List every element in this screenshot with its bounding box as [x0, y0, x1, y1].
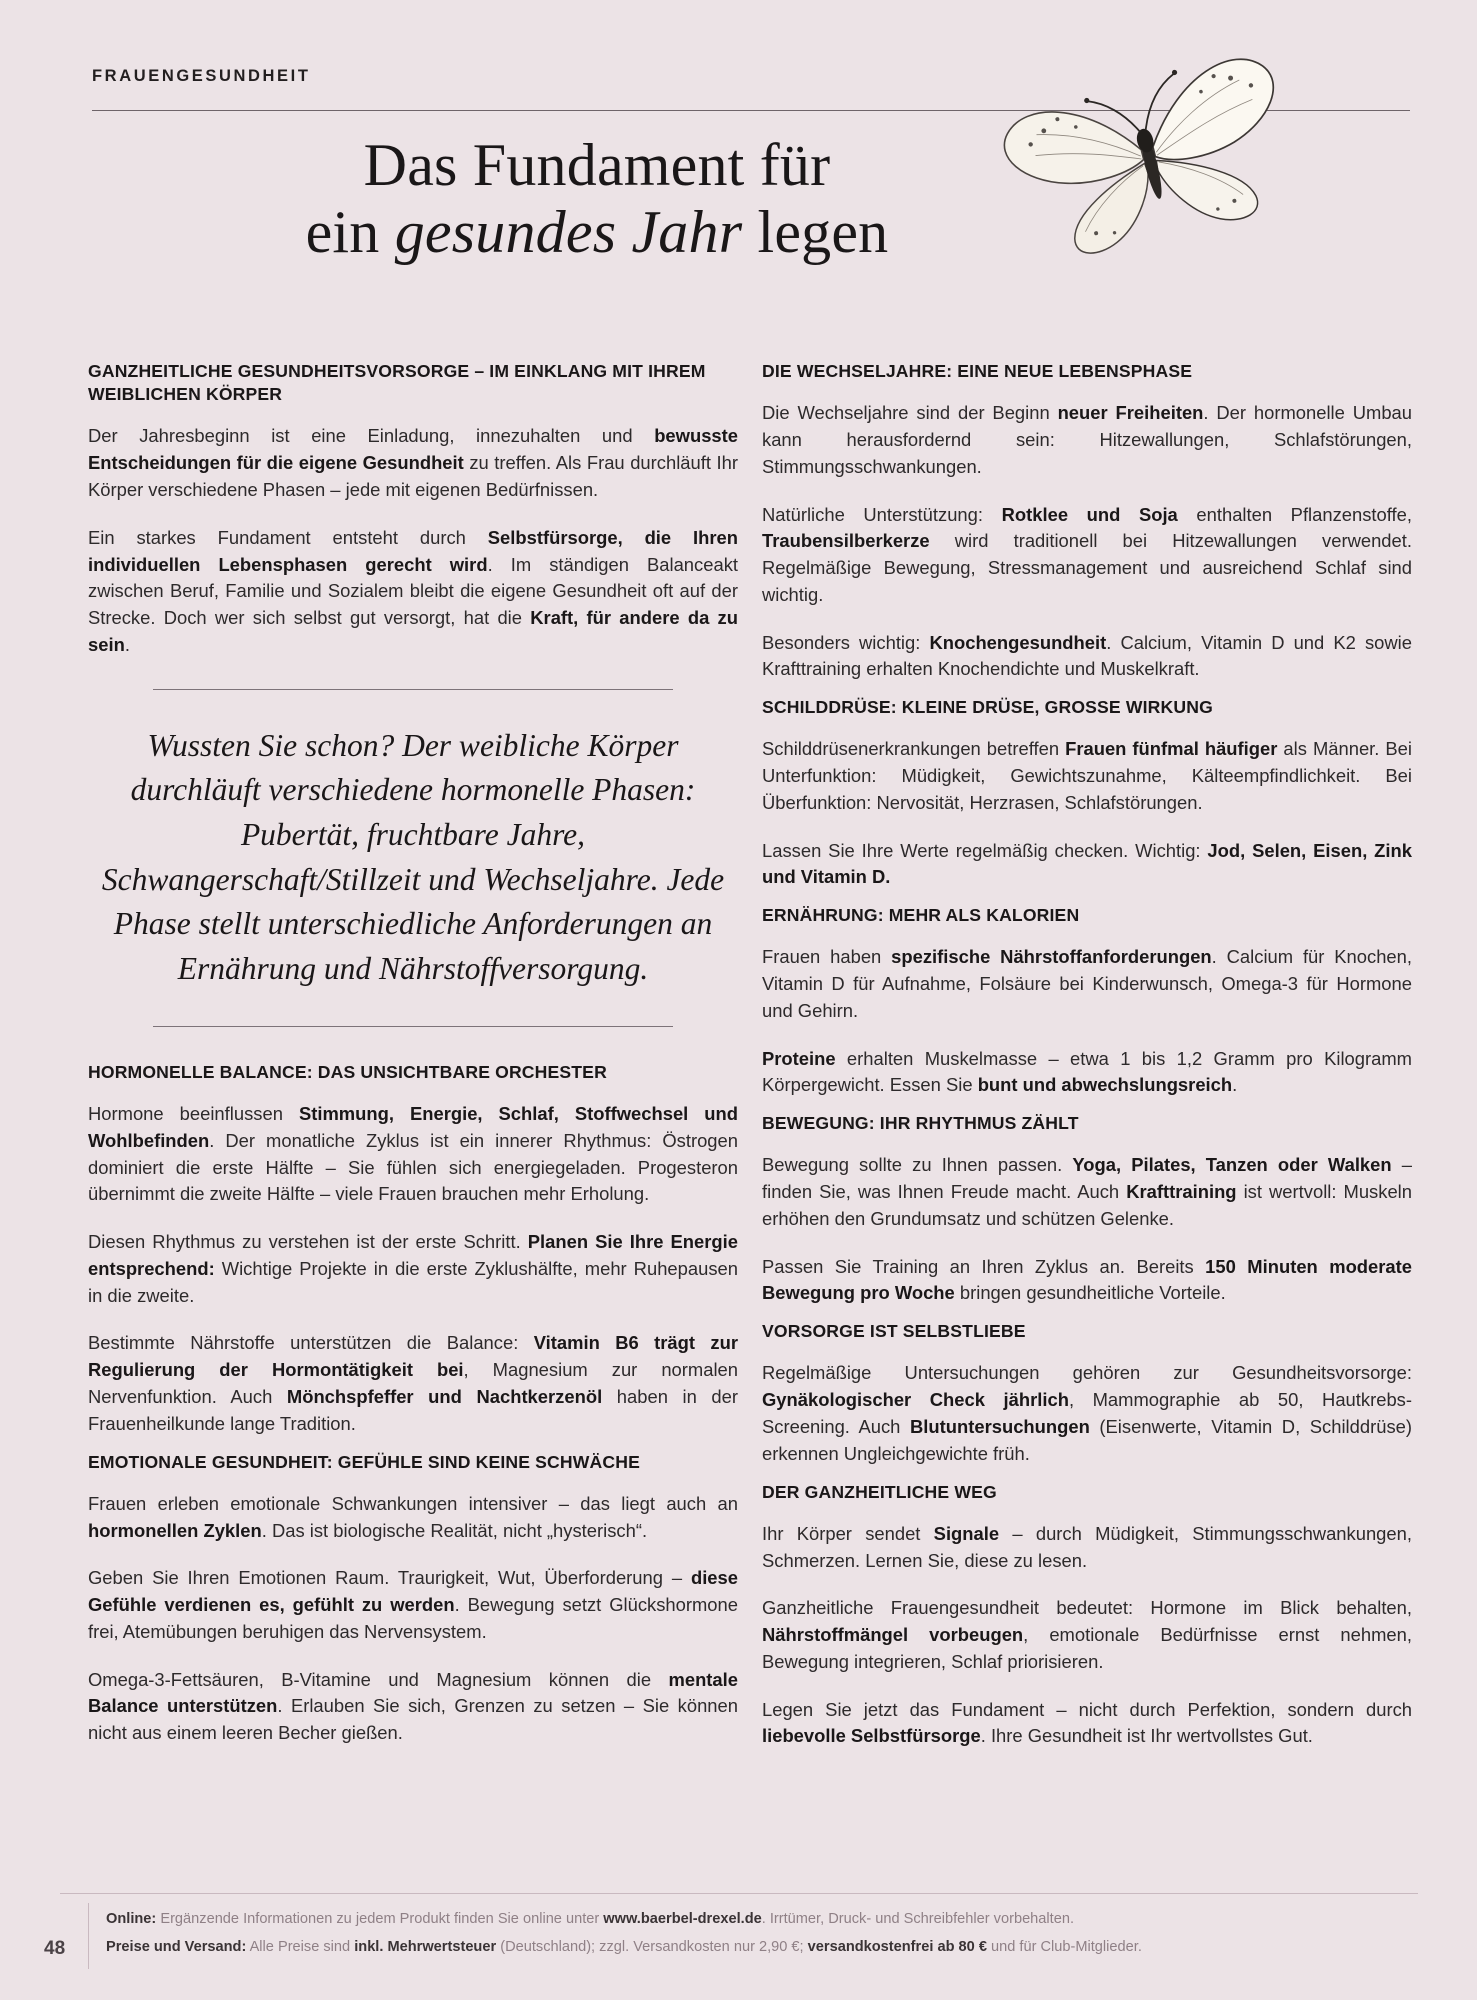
- paragraph: Bewegung sollte zu Ihnen passen. Yoga, Pilates, Tanzen oder Walken – finden Sie, was Ihnen Freude macht. Auch Krafttraining ist wertvoll: Muskeln erhöhen den Grundumsatz und schützen Gelenke.: [762, 1154, 1412, 1229]
- butterfly-icon: [1000, 48, 1300, 263]
- headline-line-2: ein gesundes Jahr legen: [305, 199, 889, 266]
- paragraph: Bestimmte Nährstoffe unterstützen die Balance: Vitamin B6 trägt zur Regulierung der Hormontätigkeit bei, Magnesium zur normalen Nervenfunktion. Auch Mönchspfeffer und Nachtkerzenöl haben in der Frauenheilkunde lange Tradition.: [88, 1332, 738, 1434]
- section-ganzheitlicher-weg: [762, 1481, 1412, 1751]
- paragraph: Frauen erleben emotionale Schwankungen intensiver – das liegt auch an hormonellen Zyklen. Das ist biologische Realität, nicht „hysterisch“.: [88, 1492, 738, 1541]
- section-hormonelle-balance: [88, 1061, 738, 1438]
- section-heading: VORSORGE IST SELBSTLIEBE: [762, 1321, 1026, 1342]
- footer-divider: [60, 1893, 1418, 1894]
- section-schilddruese: [762, 696, 1412, 891]
- paragraph: Regelmäßige Untersuchungen gehören zur Gesundheitsvorsorge: Gynäkologischer Check jährlich, Mammographie ab 50, Hautkrebs-Screening. Auch Blutuntersuchungen (Eisenwerte, Vitamin D, Schilddrüse) erkennen Ungleichgewichte früh.: [762, 1362, 1412, 1464]
- page-kicker: FRAUENGESUNDHEIT: [92, 67, 311, 85]
- pull-quote-text: Wussten Sie schon? Der weibliche Körper durchläuft verschiedene hormonelle Phasen: Pubertät, fruchtbare Jahre, Schwangerschaft/Stillzeit und Wechseljahre. Jede Phase stellt unterschiedliche Anforderungen an Ernährung und Nährstoffversorgung.: [101, 727, 725, 987]
- paragraph: Natürliche Unterstützung: Rotklee und Soja enthalten Pflanzenstoffe, Traubensilberkerze wird traditionell bei Hitzewallungen verwendet. Regelmäßige Bewegung, Stressmanagement und ausreichend Schlaf sind wichtig.: [762, 503, 1412, 605]
- page-title: [92, 132, 1102, 266]
- paragraph: Schilddrüsenerkrankungen betreffen Frauen fünfmal häufiger als Männer. Bei Unterfunktion: Müdigkeit, Gewichtszunahme, Kälteempfindlichkeit. Bei Überfunktion: Nervosität, Herzrasen, Schlafstörungen.: [762, 738, 1412, 813]
- footer-line-preise: Preise und Versand: Alle Preise sind inkl. Mehrwertsteuer (Deutschland); zzgl. Versandkosten nur 2,90 €; versandkostenfrei ab 80 € und für Club-Mitglieder.: [106, 1939, 1142, 1956]
- right-column: [762, 360, 1412, 1750]
- paragraph: Diesen Rhythmus zu verstehen ist der erste Schritt. Planen Sie Ihre Energie entsprechend: Wichtige Projekte in die erste Zyklushälfte, mehr Ruhepausen in die zweite.: [88, 1231, 739, 1306]
- section-ganzheitliche-vorsorge: [88, 360, 738, 659]
- paragraph: Lassen Sie Ihre Werte regelmäßig checken. Wichtig: Jod, Selen, Eisen, Zink und Vitamin D.: [762, 839, 1412, 888]
- section-heading: EMOTIONALE GESUNDHEIT: GEFÜHLE SIND KEINE SCHWÄCHE: [88, 1451, 640, 1472]
- website-link[interactable]: www.baerbel-drexel.de: [603, 1911, 762, 1927]
- paragraph: Frauen haben spezifische Nährstoffanforderungen. Calcium für Knochen, Vitamin D für Aufnahme, Folsäure bei Kinderwunsch, Omega-3 für Hormone und Gehirn.: [762, 946, 1412, 1021]
- paragraph: Ein starkes Fundament entsteht durch Selbstfürsorge, die Ihren individuellen Lebensphasen gerecht wird. Im ständigen Balanceakt zwischen Beruf, Familie und Sozialem bleibt die eigene Gesundheit oft auf der Strecke. Doch wer sich selbst gut versorgt, hat die Kraft, für andere da zu sein.: [88, 526, 738, 655]
- section-heading: ERNÄHRUNG: MEHR ALS KALORIEN: [762, 905, 1080, 926]
- paragraph: Die Wechseljahre sind der Beginn neuer Freiheiten. Der hormonelle Umbau kann herausfordernd sein: Hitzewallungen, Schlafstörungen, Stimmungsschwankungen.: [762, 402, 1413, 477]
- section-wechseljahre: [762, 360, 1412, 683]
- section-bewegung: [762, 1112, 1412, 1307]
- pull-quote-divider-top: [153, 689, 673, 690]
- section-vorsorge: [762, 1320, 1412, 1467]
- section-emotionale-gesundheit: [88, 1451, 738, 1747]
- paragraph: Geben Sie Ihren Emotionen Raum. Traurigkeit, Wut, Überforderung – diese Gefühle verdienen es, gefühlt zu werden. Bewegung setzt Glückshormone frei, Atemübungen beruhigen das Nervensystem.: [88, 1567, 738, 1642]
- footer-line-online: Online: Ergänzende Informationen zu jedem Produkt finden Sie online unter www.baerbel-drexel.de. Irrtümer, Druck- und Schreibfehler vorbehalten.: [106, 1911, 1075, 1927]
- paragraph: Passen Sie Training an Ihren Zyklus an. Bereits 150 Minuten moderate Bewegung pro Woche bringen gesundheitliche Vorteile.: [762, 1255, 1412, 1304]
- footer-legal: [106, 1905, 1366, 1962]
- section-heading: DER GANZHEITLICHE WEG: [762, 1481, 997, 1502]
- section-heading: GANZHEITLICHE GESUNDHEITSVORSORGE – IM EINKLANG MIT IHREM WEIBLICHEN KÖRPER: [88, 361, 706, 405]
- section-heading: DIE WECHSELJAHRE: EINE NEUE LEBENSPHASE: [762, 361, 1193, 381]
- section-ernaehrung: [762, 904, 1412, 1099]
- paragraph: Proteine erhalten Muskelmasse – etwa 1 bis 1,2 Gramm pro Kilogramm Körpergewicht. Essen Sie bunt und abwechslungsreich.: [762, 1047, 1412, 1096]
- footer-vertical-divider: [88, 1903, 89, 1969]
- headline-emphasis: gesundes Jahr: [394, 199, 743, 266]
- left-column: [88, 360, 738, 1747]
- paragraph: Der Jahresbeginn ist eine Einladung, innezuhalten und bewusste Entscheidungen für die eigene Gesundheit zu treffen. Als Frau durchläuft Ihr Körper verschiedene Phasen – jede mit eigenen Bedürfnissen.: [88, 425, 738, 500]
- section-heading: HORMONELLE BALANCE: DAS UNSICHTBARE ORCHESTER: [88, 1061, 607, 1082]
- paragraph: Ganzheitliche Frauengesundheit bedeutet: Hormone im Blick behalten, Nährstoffmängel vorbeugen, emotionale Bedürfnisse ernst nehmen, Bewegung integrieren, Schlaf priorisieren.: [762, 1597, 1412, 1672]
- paragraph: Legen Sie jetzt das Fundament – nicht durch Perfektion, sondern durch liebevolle Selbstfürsorge. Ihre Gesundheit ist Ihr wertvollstes Gut.: [762, 1698, 1412, 1747]
- section-heading: BEWEGUNG: IHR RHYTHMUS ZÄHLT: [762, 1113, 1079, 1134]
- paragraph: Ihr Körper sendet Signale – durch Müdigkeit, Stimmungsschwankungen, Schmerzen. Lernen Sie, diese zu lesen.: [762, 1522, 1412, 1571]
- pull-quote: [88, 689, 738, 1027]
- headline-line-1: Das Fundament für: [363, 132, 831, 198]
- paragraph: Hormone beeinflussen Stimmung, Energie, Schlaf, Stoffwechsel und Wohlbefinden. Der monatliche Zyklus ist ein innerer Rhythmus: Östrogen dominiert die erste Hälfte – Sie fühlen sich energiegeladen. Progesteron übernimmt die zweite Hälfte – viele Frauen brauchen mehr Erholung.: [88, 1103, 739, 1205]
- pull-quote-divider-bottom: [153, 1026, 673, 1027]
- page-number: 48: [44, 1938, 66, 1959]
- paragraph: Besonders wichtig: Knochengesundheit. Calcium, Vitamin D und K2 sowie Krafttraining erhalten Knochendichte und Muskelkraft.: [762, 631, 1412, 680]
- paragraph: Omega-3-Fettsäuren, B-Vitamine und Magnesium können die mentale Balance unterstützen. Erlauben Sie sich, Grenzen zu setzen – Sie können nicht aus einem leeren Becher gießen.: [88, 1668, 738, 1744]
- section-heading: SCHILDDRÜSE: KLEINE DRÜSE, GROSSE WIRKUNG: [762, 697, 1213, 718]
